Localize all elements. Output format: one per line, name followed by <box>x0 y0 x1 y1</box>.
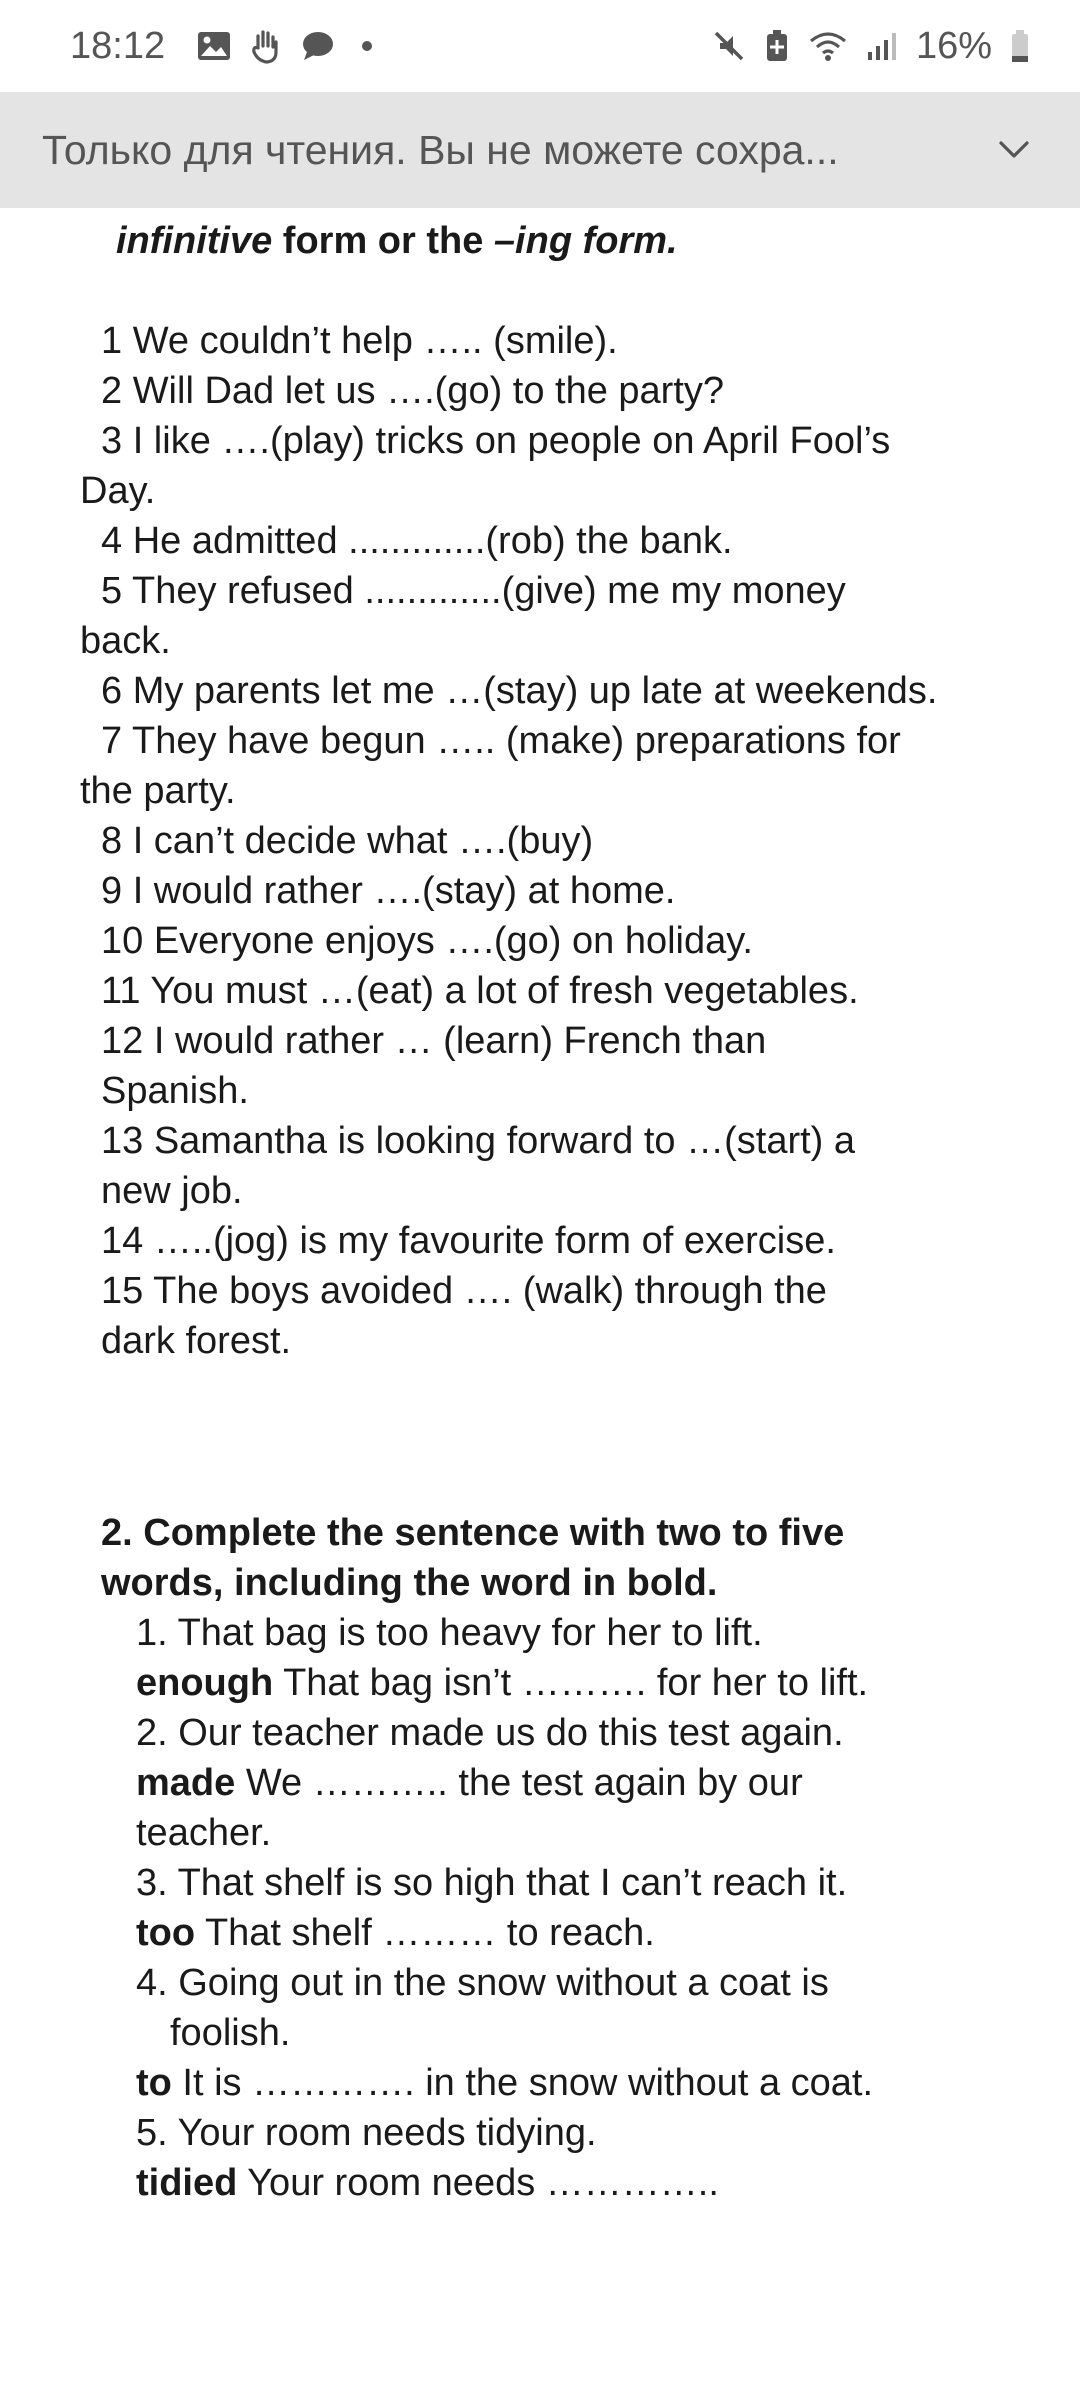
clock: 18:12 <box>70 24 166 67</box>
status-left <box>70 25 373 68</box>
bold-keyword: tidied <box>136 2162 238 2204</box>
transform-line <box>136 1608 763 1658</box>
sentence-text: It is …………. in the snow without a coat. <box>171 2062 874 2104</box>
sentence-text: That shelf ……… to reach. <box>195 1912 655 1954</box>
bold-keyword: too <box>136 1912 196 1954</box>
exercise-line: Day. <box>80 470 156 512</box>
chevron-down-icon[interactable] <box>994 130 1034 170</box>
section1-heading <box>116 216 678 266</box>
exercise-line: 10 Everyone enjoys ….(go) on holiday. <box>101 920 753 962</box>
exercise-line: back. <box>80 620 171 662</box>
sentence-text: 1. That bag is too heavy for her to lift. <box>136 1612 763 1654</box>
wifi-icon <box>808 30 848 62</box>
bold-keyword: enough <box>136 1662 274 1704</box>
sentence-text: 4. Going out in the snow without a coat is <box>136 1962 829 2004</box>
exercise-line: 6 My parents let me …(stay) up late at weekends. <box>101 670 938 712</box>
exercise-line: dark forest. <box>101 1320 292 1362</box>
read-only-banner[interactable] <box>0 92 1080 208</box>
sentence-text: 3. That shelf is so high that I can’t reach it. <box>136 1862 848 1904</box>
transform-line <box>170 2008 290 2058</box>
transform-line <box>136 2058 873 2108</box>
transform-line <box>136 2108 597 2158</box>
transform-line <box>136 1808 271 1858</box>
exercise-line: new job. <box>101 1170 243 1212</box>
exercise-line: 4 He admitted .............(rob) the bank. <box>101 520 733 562</box>
image-icon <box>197 31 231 61</box>
sentence-text: Your room needs ………….. <box>237 2162 719 2204</box>
exercise-line: Spanish. <box>101 1070 249 1112</box>
transform-line <box>136 1908 655 1958</box>
transform-line <box>136 1708 844 1758</box>
exercise-line: 7 They have begun ….. (make) preparations for <box>101 720 901 762</box>
exercise-line: 2 Will Dad let us ….(go) to the party? <box>101 370 725 412</box>
banner-text: Только для чтения. Вы не можете сохра... <box>42 126 839 173</box>
exercise-line: 1 We couldn’t help ….. (smile). <box>101 320 618 362</box>
transform-line <box>136 1858 847 1908</box>
section2-heading-line: 2. Complete the sentence with two to five <box>101 1512 845 1554</box>
exercise-line: 3 I like ….(play) tricks on people on April Fool’s <box>101 420 891 462</box>
exercise-line: 11 You must …(eat) a lot of fresh vegetables. <box>101 970 859 1012</box>
sentence-text: 5. Your room needs tidying. <box>136 2112 597 2154</box>
battery-icon <box>1010 29 1030 63</box>
transform-line <box>136 1958 829 2008</box>
status-bar <box>0 0 1080 92</box>
dot-icon <box>361 40 373 52</box>
exercise-line: 8 I can’t decide what ….(buy) <box>101 820 594 862</box>
bold-keyword: made <box>136 1762 236 1804</box>
section2-heading-line: words, including the word in bold. <box>101 1562 718 1604</box>
chat-icon <box>301 30 335 62</box>
exercise-line: 13 Samantha is looking forward to …(start) a <box>101 1120 856 1162</box>
mute-icon <box>712 29 746 63</box>
exercise-line: the party. <box>80 770 236 812</box>
heading-italic-word: infinitive <box>116 220 273 262</box>
exercise-line: 15 The boys avoided …. (walk) through the <box>101 1270 827 1312</box>
sentence-text: 2. Our teacher made us do this test again. <box>136 1712 844 1754</box>
battery-saver-icon <box>764 29 790 63</box>
exercise-line: 14 …..(jog) is my favourite form of exercise. <box>101 1220 836 1262</box>
battery-percent: 16% <box>915 24 992 67</box>
bold-keyword: to <box>136 2062 172 2104</box>
transform-line <box>136 2158 719 2208</box>
sentence-text: teacher. <box>136 1812 272 1854</box>
sentence-text: foolish. <box>170 2012 291 2054</box>
exercise-line: 5 They refused .............(give) me my money <box>101 570 846 612</box>
sentence-text: We ……….. the test again by our <box>235 1762 803 1804</box>
heading-italic-end: –ing form. <box>493 220 678 262</box>
transform-line <box>136 1758 803 1808</box>
exercise-line: 12 I would rather … (learn) French than <box>101 1020 767 1062</box>
status-right <box>712 25 1030 68</box>
exercise-line: 9 I would rather ….(stay) at home. <box>101 870 676 912</box>
sentence-text: That bag isn’t ………. for her to lift. <box>273 1662 869 1704</box>
heading-middle: form or the <box>272 220 494 262</box>
hand-icon <box>249 28 283 64</box>
transform-line <box>136 1658 868 1708</box>
signal-icon <box>866 30 898 62</box>
